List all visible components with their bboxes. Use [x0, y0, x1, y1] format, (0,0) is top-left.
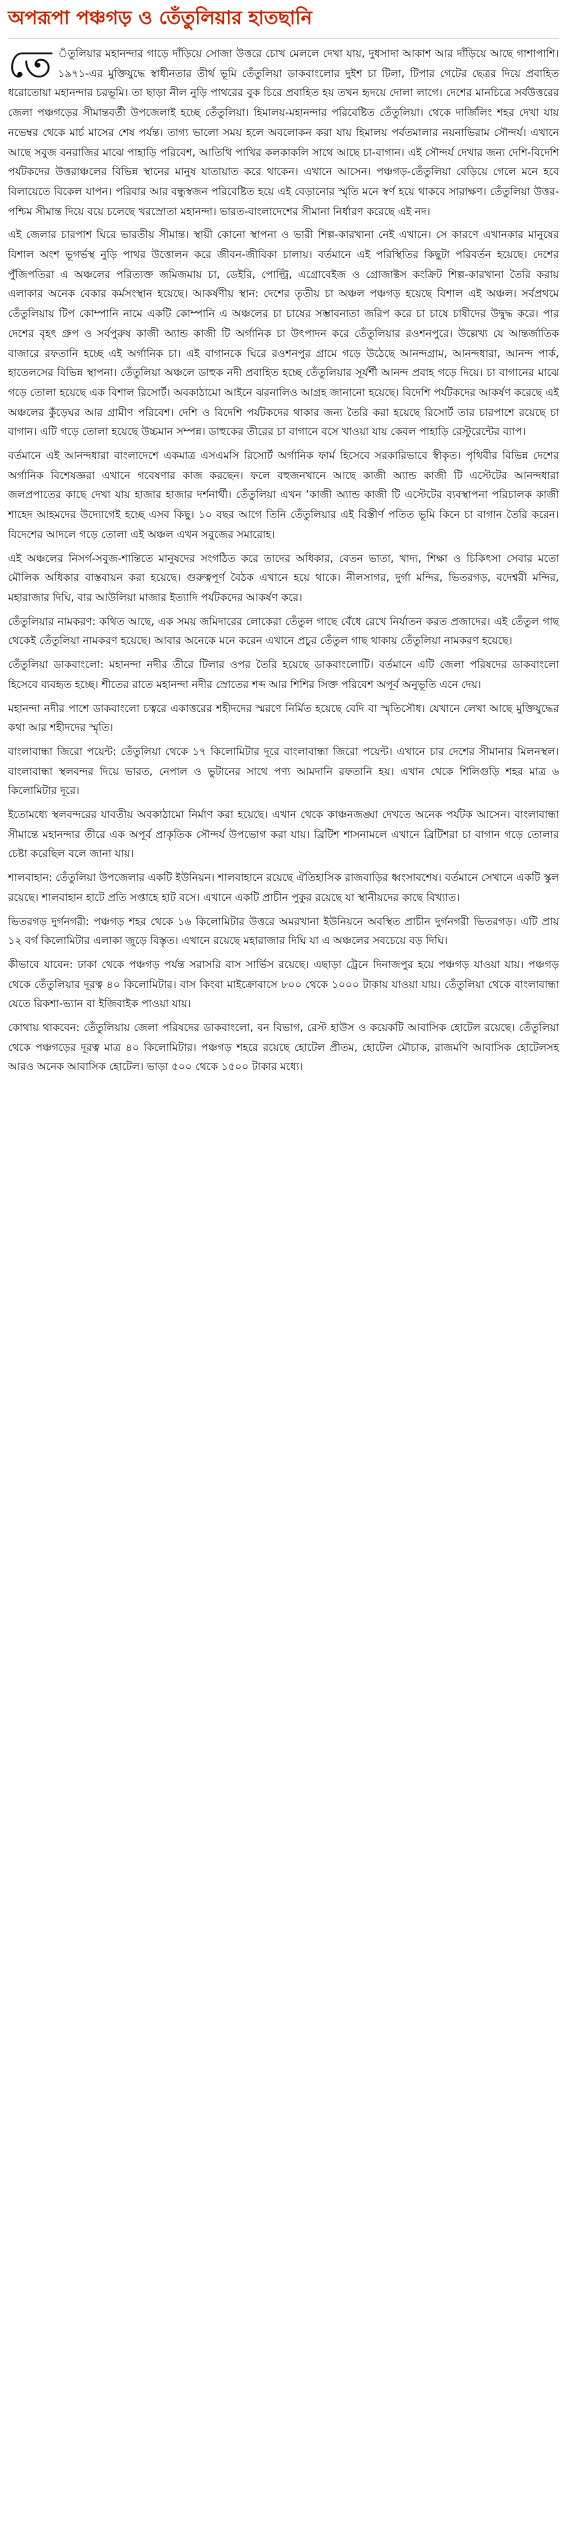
- article-paragraph: কোথায় থাকবেন: তেঁতুলিয়ায় জেলা পরিষদের ডাকবাংলো, বন বিভাগ, রেস্ট হাউস ও কয়েকটি আবাসিক হোটেল রয়েছে। তেঁতুলিয়া থেকে পঞ্চগড়ের দূরত্ব মাত্র ৪০ কিলোমিটার। পঞ্চগড় শহরে রয়েছে হোটেল প্রীতম, হোটেল মৌচাক, রাজমণি আবাসিক হোটেলসহ আরও অনেক আবাসিক হোটেল। ভাড়া ৫০০ থেকে ১৫০০ টাকার মধ্যে।: [8, 1022, 559, 1074]
- article-title: অপরূপা পঞ্চগড় ও তেঁতুলিয়ার হাতছানি: [8, 7, 313, 29]
- drop-cap: তে: [8, 42, 52, 86]
- article-paragraph: শালবাহান: তেঁতুলিয়া উপজেলার একটি ইউনিয়ন। শালবাহানে রয়েছে ঐতিহাসিক রাজবাড়ির ধ্বংসাবশেষ। বর্তমানে সেখানে একটি স্কুল রয়েছে। শালবাহান হাটে প্রতি সপ্তাহে হাট বসে। এখানে একটি প্রাচীন পুকুর রয়েছে যা স্থানীয়দের কাছে বিখ্যাত।: [8, 872, 560, 904]
- article-paragraph: ইতোমধ্যে স্থলবন্দরের যাবতীয় অবকাঠামো নির্মাণ করা হয়েছে। এখান থেকে কাঞ্চনজঙ্ঘা দেখতে অনেক পর্যটক আসেন। বাংলাবান্ধা সীমান্তে মহানন্দার তীরে এক অপূর্ব প্রাকৃতিক সৌন্দর্য উপভোগ করা যায়। ব্রিটিশ শাসনামলে এখানে ব্রিটিশরা চা বাগান গড়ে তোলার চেষ্টা করেছিল বলে জানা যায়।: [8, 809, 559, 861]
- article-paragraph: মহানন্দা নদীর পাশে ডাকবাংলো চত্বরে একাত্তরের শহীদদের স্মরণে নির্মিত হয়েছে বেদি বা স্মৃতিসৌধ। যেখানে লেখা আছে মুক্তিযুদ্ধের কথা আর শহীদদের স্মৃতি।: [8, 702, 559, 735]
- article-paragraph: তেঁতুলিয়া ডাকবাংলো: মহানন্দা নদীর তীরে টিলার ওপর তৈরি হয়েছে ডাকবাংলোটি। বর্তমানে এটি জেলা পরিষদের ডাকবাংলো হিসেবে ব্যবহৃত হচ্ছে। শীতের রাতে মহানন্দা নদীর স্রোতের শব্দ আর শিশির সিক্ত পরিবেশ অপূর্ব অনুভূতি এনে দেয়।: [8, 659, 559, 691]
- article-paragraph: কীভাবে যাবেন: ঢাকা থেকে পঞ্চগড় পর্যন্ত সরাসরি বাস সার্ভিস রয়েছে। এছাড়া ট্রেনে দিনাজপুর হয়ে পঞ্চগড় যাওয়া যায়। পঞ্চগড় থেকে তেঁতুলিয়ার দূরত্ব ৪০ কিলোমিটার। বাস কিংবা মাইক্রোবাসে ৮০০ থেকে ১০০০ টাকায় যাওয়া যায়। তেঁতুলিয়া থেকে বাংলাবান্ধা যেতে রিকশা-ভ্যান বা ইজিবাইক পাওয়া যায়।: [8, 958, 559, 1011]
- article-paragraph: বর্তমানে এই আনন্দধারা বাংলাদেশে একমাত্র এসএমসি রিসোর্ট অর্গানিক ফার্ম হিসেবে সরকারিভাবে স্বীকৃত। পৃথিবীর বিভিন্ন দেশের অর্গানিক বিশেষজ্ঞরা এখানে গবেষণার কাজ করছেন। ফলে বহুজনখানে আছে কাজী অ্যান্ড কাজী টি এস্টেটের আনন্দধারা জলপ্রপাতের কাছে দেখা যায় হাজার হাজার দর্শনার্থী। তেঁতুলিয়া এখন ‘কাজী অ্যান্ড কাজী টি এস্টেটের ব্যবস্থাপনা পরিচালক কাজী শাহেদ আহমদের উদ্যোগেই হচ্ছে এসব কিছু। ১০ বছর আগে তিনি তেঁতুলিয়ার এই বিস্তীর্ণ পতিত ভূমি কিনে চা বাগান তৈরি করেন। বিদেশের আদলে গড়ে তোলা এই অঞ্চল এখন সবুজের সমারোহ।: [8, 450, 559, 541]
- article-paragraph: এই অঞ্চলের নিসর্গ-সবুজ-শান্তিতে মানুষদের সংগঠিত করে তাদের অধিকার, বেতন ভাতা, খাদ্য, শিক্ষা ও চিকিৎসা সেবার মতো মৌলিক অধিকার বাস্তবায়ন করা হয়েছে। গুরুত্বপূর্ণ বৈঠক এখানে হয়ে থাকে। নীলসাগর, দুর্গা মন্দির, ভিতরগড়, বদেশ্বরী মন্দির, মহারাজার দিঘি, বার আউলিয়া মাজার ইত্যাদি পর্যটকদের আকর্ষণ করে।: [8, 552, 559, 604]
- article-paragraph: ভিতরগড় দুর্গনগরী: পঞ্চগড় শহর থেকে ১৬ কিলোমিটার উত্তরে অমরখানা ইউনিয়নে অবস্থিত প্রাচীন দুর্গনগরী ভিতরগড়। এটি প্রায় ১২ বর্গ কিলোমিটার এলাকা জুড়ে বিস্তৃত। এখানে রয়েছে মহারাজার দিঘি যা এ অঞ্চলের সবচেয়ে বড় দিঘি।: [8, 915, 559, 948]
- article-paragraph: [8, 42, 559, 222]
- article-paragraph: এই জেলার চারপাশ ঘিরে ভারতীয় সীমান্ত। স্থায়ী কোনো স্থাপনা ও ভারী শিল্প-কারখানা নেই এখানে। সে কারণে এখানকার মানুষের বিশাল অংশ ভূগর্ভস্থ নুড়ি পাথর উত্তোলন করে জীবন-জীবিকা চালায়। বর্তমানে এই পরিস্থিতির কিছুটা পরিবর্তন হয়েছে। দেশের পুঁজিপতিরা এ অঞ্চলের পরিত্যক্ত জমিজমায় চা, ডেইরি, পোল্ট্রি, এগ্রোবেইজ ও গ্রোজাক্টস কংক্রিট শিল্প-কারখানা তৈরি করায় এলাকার অনেক বেকার কর্মসংস্থান হয়েছে। আকর্ষণীয় স্থান: দেশের তৃতীয় চা অঞ্চল পঞ্চগড় হয়েছে বিশাল এই অঞ্চল। সর্বপ্রথমে তেঁতুলিয়ায় টিপ কোম্পানি নামে একটি কোম্পানি এ অঞ্চলের চা চাষের সম্ভাবনাতা জরিপ করে চা চাষে চাষীদের উদ্বুদ্ধ করে। পার দেশের বৃহৎ গ্রুপ ও সর্বপুরুষ কাজী অ্যান্ড কাজী টি অর্গানিক চা উৎপাদন করে তেঁতুলিয়ার রওশনপুরে। উল্লেখ্য যে আন্তর্জাতিক বাজারে রফতানি হচ্ছে এই অর্গানিক চা। এই বাগানকে ঘিরে রওশনপুর গ্রামে গড়ে উঠেছে আনন্দগ্রাম, আনন্দধারা, আনন্দ পার্ক, হাতেলসের বিভিন্ন স্থাপনা। তেঁতুলিয়া অঞ্চলে ডাহুক নদী প্রবাহিত হচ্ছে তেঁতুলিয়ার সূর্যর্শী আনন্দ প্রবাহ গড়ে দিয়ে। চা বাগানের মাঝে গড়ে তোলা হয়েছে এক বিশাল রিসোর্ট। অবকাঠামো আইনে ঝরনালিও আগ্রহ জানানো হয়েছে। বিদেশি পর্যটকদের আকর্ষণ করেছে এই অঞ্চলের কুঁড়েঘর আর গ্রামীণ পরিবেশ। দেশি ও বিদেশি পর্যটকদের থাকার জন্য তৈরি করা হয়েছে রিসোর্ট তার চারপাশে রয়েছে চা বাগান। এটি গড়ে তোলা হয়েছে উচ্চমান সম্পন্ন। ডাহুকের তীরের চা বাগানে বসে খাওয়া যায় কেবল পাহাড়ি রেস্টুরেন্টের ব্যাপ।: [8, 229, 559, 439]
- article-paragraph: তেঁতুলিয়ার নামকরণ: কথিত আছে, এক সময় জমিদারের লোকেরা তেঁতুল গাছে বেঁধে রেখে নির্যাতন করত প্রজাদের। এই তেঁতুল গাছ থেকেই তেঁতুলিয়া নামকরণ হয়েছে। আবার অনেকে মনে করেন এখানে প্রচুর তেঁতুল গাছ থাকায় তেঁতুলিয়া নামকরণ হয়েছে।: [8, 615, 559, 648]
- paragraph-text: ঁতুলিয়ার মহানন্দার গাড়ে দাঁড়িয়ে সোজা উত্তরে চোখ মেললে দেখা যায়, দুধসাদা আকাশ আর দাঁড়িয়ে আছে গাশাপাশি। ১৯৭১-এর মুক্তিযুদ্ধে স্বাধীনতার তীর্থ ভূমি তেঁতুলিয়া ডাকবাংলোর দুইশ চা টিলা, টিপার গেটের ছেত্রর দিয়ে প্রবাহিত ধরোতোয়া মহানন্দার চরভূমি। তা ছাড়া নীল নুড়ি পাথরের বুক চিরে প্রবাহিত হয় তখন হৃদয়ে দোলা লাগে। দেশের মানচিত্রে সর্বউত্তরের জেলা পঞ্চগড়ের সীমান্তবর্তী উপজেলাই হচ্ছে তেঁতুলিয়া। হিমালয়-মহানন্দার পরিবেষ্টিত তেঁতুলিয়া। থেকে দার্জিলিং শহর দেখা যায় নভেম্বর থেকে মার্চ মাসের শেষ পর্যন্ত। তাগ্য ভালো সময় হলে অবলোকন করা যায় হিমালয় পর্বতমালার নয়নাভিরাম সৌন্দর্য। এখানে আছে সবুজ বনরাজির মাঝে পাহাড়ি পরিবেশ, আতিথি পাখির কলকাকলি সাথে আছে চা-বাগান। এই সৌন্দর্য দেখার জন্য দেশি-বিদেশি পর্যটকদের উত্তরাঞ্চলের বিভিন্ন স্থানের মানুষ যাতায়াত করে থাকেন। এখানে আসেন। পঞ্চগড়-তেঁতুলিয়া বেড়িয়ে গেলে মনে হবে বিলায়েতে বিকেল যাপন। পরিবার আর বন্ধুস্বজন পরিবেষ্টিত হয়ে এই বেড়ানোর স্মৃতি মনে স্বর্ণ হয়ে থাকবে সারাক্ষণ। তেঁতুলিয়া উত্তর-পশ্চিম সীমান্ত দিয়ে বয়ে চলেছে খরস্রোতা মহানন্দা। ভারত-বাংলাদেশের সীমানা নির্ধারণ করেছে এই নদ।: [8, 48, 559, 218]
- title-divider: [8, 38, 559, 39]
- article-paragraph: বাংলাবান্ধা জিরো পয়েন্ট: তেঁতুলিয়া থেকে ১৭ কিলোমিটার দূরে বাংলাবান্ধা জিরো পয়েন্ট। এখানে চার দেশের সীমানার মিলনস্থল। বাংলাবান্ধা স্থলবন্দর দিয়ে ভারত, নেপাল ও ভুটানের সাথে পণ্য আমদানি রফতানি হয়। এখান থেকে শিলিগুড়ি শহর মাত্র ৬ কিলোমিটার দূরে।: [8, 745, 559, 798]
